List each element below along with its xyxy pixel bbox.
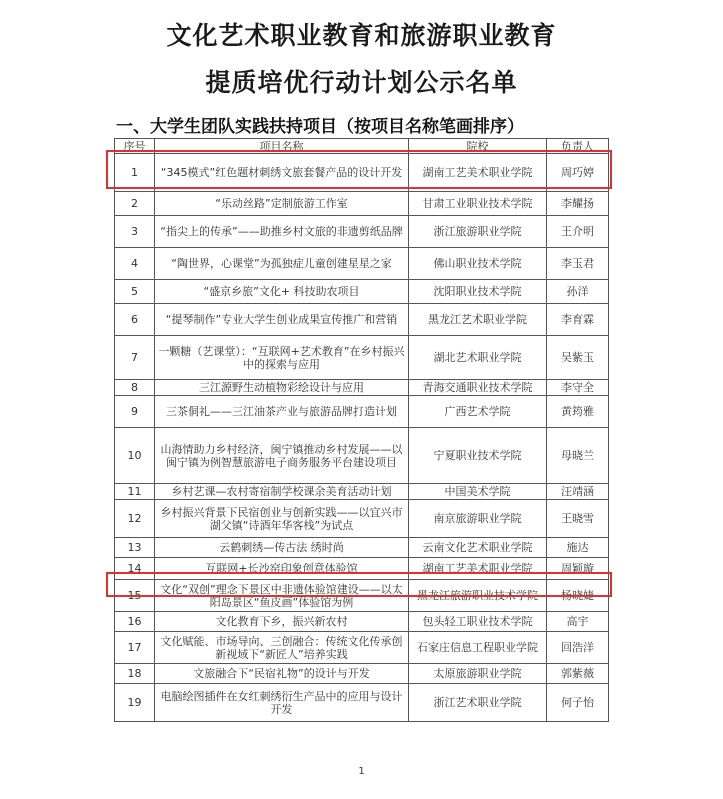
school-name: 黑龙江艺术职业学院: [409, 304, 547, 336]
school-name: 包头轻工职业技术学院: [409, 612, 547, 632]
project-name: 文化赋能、市场导向、三创融合：传统文化传承创新视域下“新匠人”培养实践: [155, 632, 409, 664]
table-row: [115, 484, 609, 500]
table-row: [115, 192, 609, 216]
document-title-line-1: 文化艺术职业教育和旅游职业教育: [166, 21, 557, 50]
person-in-charge: 母晓兰: [547, 428, 609, 484]
person-in-charge: 何子怡: [547, 684, 609, 722]
section-heading: 一、大学生团队实践扶持项目（按项目名称笔画排序）: [116, 117, 524, 137]
project-name: 乡村艺课—农村寄宿制学校课余美育活动计划: [155, 484, 409, 500]
project-name: 三江源野生动植物彩绘设计与应用: [155, 380, 409, 396]
header-person: 负责人: [547, 139, 609, 154]
school-name: 湖南工艺美术职业学院: [409, 558, 547, 580]
table-row: [115, 154, 609, 192]
project-name: “盛京乡旅”文化+ 科技助农项目: [155, 280, 409, 304]
table-row: [115, 304, 609, 336]
table-row: [115, 558, 609, 580]
table-row: [115, 336, 609, 380]
person-in-charge: 黄筠雅: [547, 396, 609, 428]
person-in-charge: 李守全: [547, 380, 609, 396]
project-name: 三茶侗礼——三江油茶产业与旅游品牌打造计划: [155, 396, 409, 428]
row-number: 15: [115, 580, 155, 612]
document-title-line-2: 提质培优行动计划公示名单: [205, 68, 518, 97]
table-header-row: [115, 139, 609, 154]
project-name: 一颗糖（艺课堂）：“互联网+艺术教育”在乡村振兴中的探索与应用: [155, 336, 409, 380]
school-name: 宁夏职业技术学院: [409, 428, 547, 484]
school-name: 青海交通职业技术学院: [409, 380, 547, 396]
row-number: 14: [115, 558, 155, 580]
row-number: 16: [115, 612, 155, 632]
school-name: 浙江艺术职业学院: [409, 684, 547, 722]
table-row: [115, 664, 609, 684]
project-name: 云鹤刺绣—传古法 绣时尚: [155, 538, 409, 558]
table-row: [115, 538, 609, 558]
table-row: [115, 380, 609, 396]
person-in-charge: 王晓雪: [547, 500, 609, 538]
school-name: 云南文化艺术职业学院: [409, 538, 547, 558]
project-table: [114, 138, 609, 722]
project-name: “345模式”红色题材刺绣文旅套餐产品的设计开发: [155, 154, 409, 192]
project-name: 文化教育下乡，振兴新农村: [155, 612, 409, 632]
table-row: [115, 248, 609, 280]
row-number: 6: [115, 304, 155, 336]
school-name: 广西艺术学院: [409, 396, 547, 428]
table-row: [115, 500, 609, 538]
person-in-charge: 李玉君: [547, 248, 609, 280]
project-name: “提琴制作”专业大学生创业成果宣传推广和营销: [155, 304, 409, 336]
row-number: 12: [115, 500, 155, 538]
school-name: 浙江旅游职业学院: [409, 216, 547, 248]
school-name: 太原旅游职业学院: [409, 664, 547, 684]
row-number: 7: [115, 336, 155, 380]
page-number: 1: [358, 766, 365, 777]
school-name: 甘肃工业职业技术学院: [409, 192, 547, 216]
table-row: [115, 612, 609, 632]
project-name: 文旅融合下“民宿礼物”的设计与开发: [155, 664, 409, 684]
row-number: 11: [115, 484, 155, 500]
project-name: 乡村振兴背景下民宿创业与创新实践——以宜兴市湖父镇“诗酒年华客栈”为试点: [155, 500, 409, 538]
project-name: “指尖上的传承”——助推乡村文旅的非遗剪纸品牌: [155, 216, 409, 248]
project-name: “陶世界，心课堂”为孤独症儿童创建星星之家: [155, 248, 409, 280]
project-name: 文化“双创”理念下景区中非遗体验馆建设——以太阳岛景区“鱼皮画”体验馆为例: [155, 580, 409, 612]
table-row: [115, 396, 609, 428]
person-in-charge: 李育霖: [547, 304, 609, 336]
person-in-charge: 李耀扬: [547, 192, 609, 216]
row-number: 17: [115, 632, 155, 664]
row-number: 10: [115, 428, 155, 484]
person-in-charge: 高宇: [547, 612, 609, 632]
school-name: 中国美术学院: [409, 484, 547, 500]
row-number: 13: [115, 538, 155, 558]
header-no: 序号: [115, 139, 155, 154]
person-in-charge: 郭紫薇: [547, 664, 609, 684]
row-number: 18: [115, 664, 155, 684]
person-in-charge: 吴紫玉: [547, 336, 609, 380]
school-name: 南京旅游职业学院: [409, 500, 547, 538]
row-number: 2: [115, 192, 155, 216]
person-in-charge: 杨晓婕: [547, 580, 609, 612]
school-name: 沈阳职业技术学院: [409, 280, 547, 304]
table-row: [115, 632, 609, 664]
person-in-charge: 施达: [547, 538, 609, 558]
row-number: 1: [115, 154, 155, 192]
person-in-charge: 汪靖涵: [547, 484, 609, 500]
school-name: 石家庄信息工程职业学院: [409, 632, 547, 664]
table-row: [115, 684, 609, 722]
table-row: [115, 428, 609, 484]
person-in-charge: 周巧婷: [547, 154, 609, 192]
project-name: 山海情助力乡村经济，闽宁镇推动乡村发展——以闽宁镇为例智慧旅游电子商务服务平台建设项目: [155, 428, 409, 484]
table-row: [115, 280, 609, 304]
person-in-charge: 孙洋: [547, 280, 609, 304]
table-body: [115, 154, 609, 722]
row-number: 19: [115, 684, 155, 722]
school-name: 湖南工艺美术职业学院: [409, 154, 547, 192]
table-row: [115, 216, 609, 248]
row-number: 3: [115, 216, 155, 248]
row-number: 8: [115, 380, 155, 396]
header-project-name: 项目名称: [155, 139, 409, 154]
person-in-charge: 王介明: [547, 216, 609, 248]
row-number: 4: [115, 248, 155, 280]
header-school: 院校: [409, 139, 547, 154]
row-number: 9: [115, 396, 155, 428]
row-number: 5: [115, 280, 155, 304]
project-name: 电脑绘图插件在女红刺绣衍生产品中的应用与设计开发: [155, 684, 409, 722]
person-in-charge: 回浩洋: [547, 632, 609, 664]
project-name: “乐动丝路”定制旅游工作室: [155, 192, 409, 216]
person-in-charge: 周颖璇: [547, 558, 609, 580]
school-name: 黑龙江旅游职业技术学院: [409, 580, 547, 612]
project-name: 互联网+长沙窑印象创意体验馆: [155, 558, 409, 580]
school-name: 湖北艺术职业学院: [409, 336, 547, 380]
school-name: 佛山职业技术学院: [409, 248, 547, 280]
table-row: [115, 580, 609, 612]
